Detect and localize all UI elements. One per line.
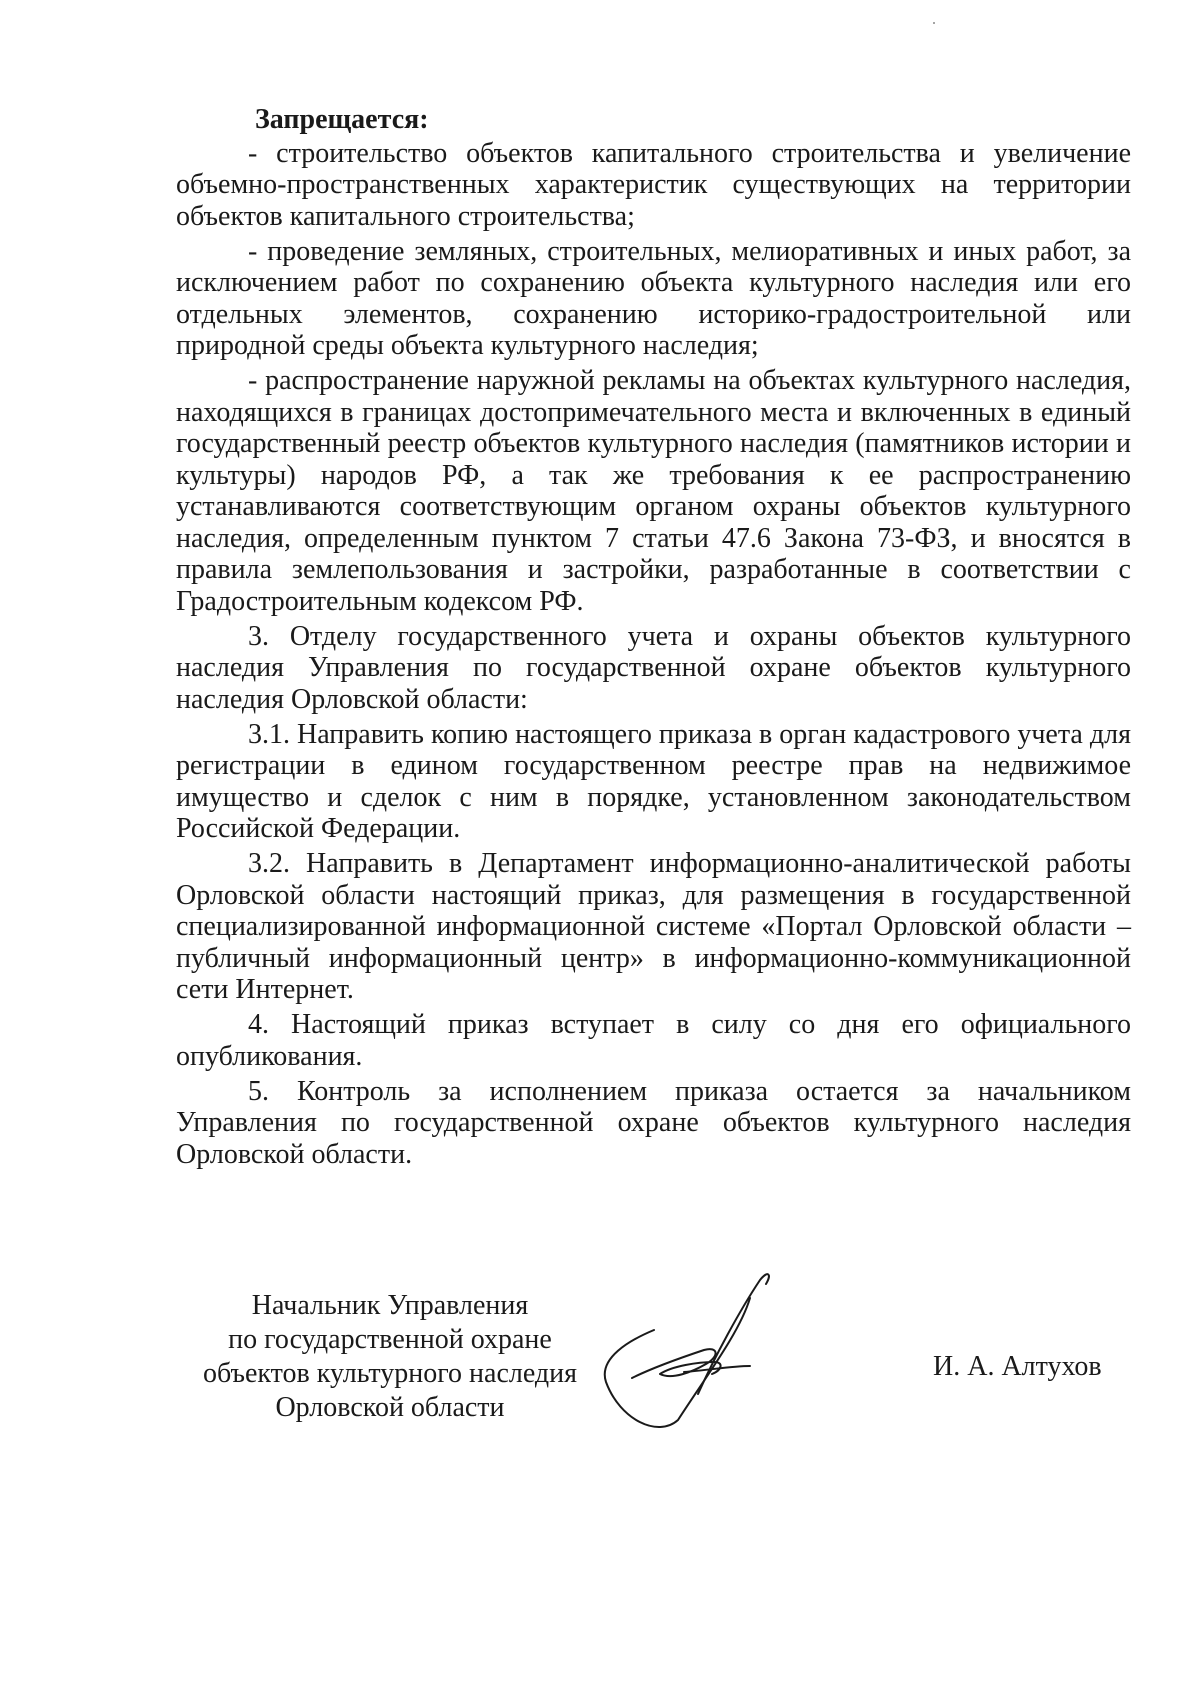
signer-position-line: Начальник Управления [251,1290,529,1321]
signer-position [180,1289,600,1425]
paragraph-prohibition-construction: - строительство объектов капитального строительства и увеличение объемно-пространственных характеристик существующих на территории объектов капитального строительства; [176,137,1131,232]
paragraph-item-3: 3. Отделу государственного учета и охраны объектов культурного наследия Управления по государственной охране объектов культурного наследия Орловской области: [176,620,1131,715]
signer-position-line: Орловской области [275,1392,505,1423]
paragraph-prohibition-works: - проведение земляных, строительных, мелиоративных и иных работ, за исключением работ по сохранению объекта культурного наследия или его отдельных элементов, сохранению историко-градостроительной или природной среды объекта культурного наследия; [176,235,1131,361]
paragraph-item-4: 4. Настоящий приказ вступает в силу со дня его официального опубликования. [176,1009,1131,1072]
section-heading: Запрещается: [255,104,429,135]
signer-position-line: по государственной охране [228,1324,552,1355]
paragraph-item-3-2: 3.2. Направить в Департамент информационно-аналитической работы Орловской области настоящий приказ, для размещения в государственной специализированной информационной системе «Портал Орловской области – публичный информационный центр» в информационно-коммуникационной сети Интернет. [176,848,1131,1005]
signer-name: И. А. Алтухов [933,1351,1102,1382]
scan-speck [933,22,935,24]
handwritten-signature [600,1270,840,1440]
paragraph-item-3-1: 3.1. Направить копию настоящего приказа в орган кадастрового учета для регистрации в едином государственном реестре прав на недвижимое имущество и сделок с ним в порядке, установленном законодательством Российской Федерации. [176,718,1131,844]
signer-position-line: объектов культурного наследия [202,1358,578,1389]
paragraph-item-5: 5. Контроль за исполнением приказа остается за начальником Управления по государственной охране объектов культурного наследия Орловской области. [176,1075,1131,1170]
paragraph-prohibition-advertising: - распространение наружной рекламы на объектах культурного наследия, находящихся в границах достопримечательного места и включенных в единый государственный реестр объектов культурного наследия (памятников истории и культуры) народов РФ, а так же требования к ее распространению устанавливаются соответствующим органом охраны объектов культурного наследия, определенным пунктом 7 статьи 47.6 Закона 73-ФЗ, и вносятся в правила землепользования и застройки, разработанные в соответствии с Градостроительным кодексом РФ. [176,365,1131,617]
document-body [176,104,1131,1174]
